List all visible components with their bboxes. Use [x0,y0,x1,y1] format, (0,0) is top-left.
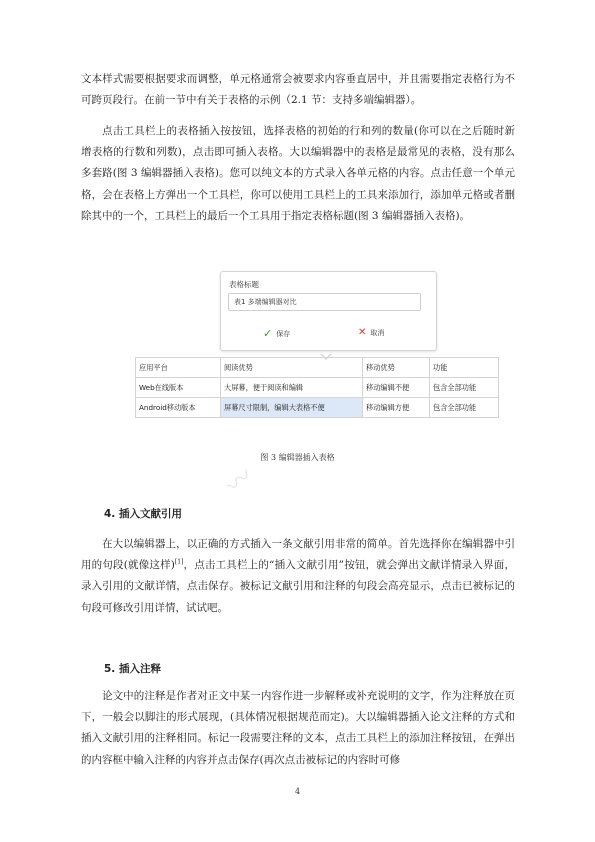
table-cell[interactable]: 移动编辑不便 [363,378,430,398]
cancel-label: 取消 [370,328,385,337]
citation-marker[interactable]: [1] [174,558,184,566]
table-cell[interactable]: Android移动版本 [136,398,221,418]
table-row [136,378,499,398]
wave-watermark-icon: 〰 [220,461,260,502]
check-icon: ✓ [263,327,273,340]
table-cell[interactable]: 大屏幕，便于阅读和编辑 [221,378,363,398]
close-icon: ✕ [358,327,367,338]
table-caption-popup [220,271,437,351]
table-cell[interactable]: 应用平台 [136,358,221,378]
popup-title: 表格标题 [229,280,259,289]
page-number: 4 [294,787,301,796]
table-cell[interactable]: 移动优势 [363,358,430,378]
figure-caption: 图 3 编辑器插入表格 [260,453,335,462]
table-caption-input[interactable]: 表1 多端编辑器对比 [228,293,421,311]
table-row [136,358,499,378]
table-row [136,398,499,418]
save-button[interactable] [263,327,290,340]
figure-insert-table [135,269,507,428]
section-heading-citation: 4. 插入文献引用 [104,508,182,520]
paragraph-note: 论文中的注释是作者对正文中某一内容作进一步解释或补充说明的文字，作为注释放在页下，一般会以脚注的形式展现，(具体情况根据规范而定)。大以编辑器插入论文注释的方式和插入文献引用的注释相同。标记一段需要注释的文本，点击工具栏上的添加注释按钮，在弹出的内容框中输入注释的内容并点击保存(再次点击被标记的内容时可修 [81,690,515,766]
citation-text-after: ，点击工具栏上的“插入文献引用”按钮，就会弹出文献详情录入界面，录入引用的文献详情，点击保存。被标记文献引用和注释的句段会高亮显示，点击已被标记的句段可修改引用详情，试试吧。 [81,559,515,614]
table-cell[interactable]: 功能 [430,358,499,378]
table-cell[interactable]: 移动编辑方便 [363,398,430,418]
editor-table [135,357,499,418]
paragraph-citation [81,534,515,619]
table-cell[interactable]: 阅读优势 [221,358,363,378]
section-heading-note: 5. 插入注释 [104,663,161,675]
save-label: 保存 [276,329,291,338]
table-cell[interactable]: 包含全部功能 [430,398,499,418]
paragraph-insert-table: 点击工具栏上的表格插入按按钮，选择表格的初始的行和列的数量(你可以在之后随时新增表格的行数和列数)，点击即可插入表格。大以编辑器中的表格是最常见的表格，没有那么多套路(图 3 编辑器插入表格)。您可以纯文本的方式录入各单元格的内容。点击任意一个单元格，会在表格上方弹出一个工具栏，你可以使用工具栏上的工具来添加行，添加单元格或者删除其中的一个，工具栏上的最后一个工具用于指定表格标题(图 3 编辑器插入表格)。 [81,125,515,222]
citation-text-before: 在大以编辑器上，以正确的方式插入一条文献引用非常的简单。首先选择你在编辑器中引用的句段(就像这样) [81,538,515,572]
cancel-button[interactable] [358,327,384,338]
table-cell[interactable]: 包含全部功能 [430,378,499,398]
paragraph-table-style: 文本样式需要根据要求而调整，单元格通常会被要求内容垂直居中，并且需要指定表格行为不可跨页段行。在前一节中有关于表格的示例（2.1 节：支持多端编辑器）。 [81,73,515,107]
table-cell[interactable]: Web在线版本 [136,378,221,398]
table-cell-selected[interactable]: 屏幕尺寸限制，编辑大表格不便 [221,398,363,418]
